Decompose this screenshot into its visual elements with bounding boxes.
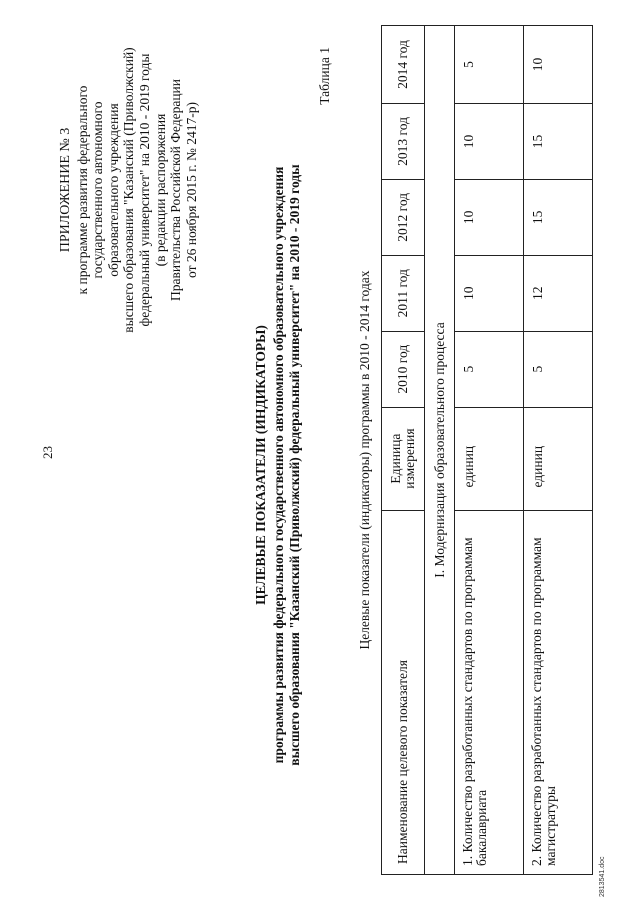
section-row bbox=[425, 26, 455, 875]
appendix-line: высшего образования "Казанский (Приволжский) bbox=[121, 47, 137, 333]
appendix-line: от 26 ноября 2015 г. № 2417-р) bbox=[183, 102, 199, 278]
indicator-name: 1. Количество разработанных стандартов по программам бакалавриата bbox=[455, 510, 524, 874]
appendix-line: (в редакции распоряжения bbox=[152, 113, 168, 267]
appendix-line: к программе развития федерального bbox=[74, 85, 90, 295]
indicator-name: 2. Количество разработанных стандартов по программам магистратуры bbox=[524, 510, 593, 874]
title-line-2: высшего образования "Казанский (Приволжский) федеральный университет" на 2010 - 2019 годы bbox=[286, 164, 302, 766]
indicator-value: 5 bbox=[524, 331, 593, 407]
appendix-line: государственного автономного bbox=[90, 101, 106, 279]
document-title bbox=[253, 105, 302, 825]
indicator-value: 15 bbox=[524, 179, 593, 255]
header-name: Наименование целевого показателя bbox=[382, 510, 425, 874]
header-unit: Единица измерения bbox=[382, 407, 425, 510]
indicator-value: 15 bbox=[524, 103, 593, 179]
indicator-value: 10 bbox=[455, 255, 524, 331]
table-caption: Целевые показатели (индикаторы) программы в 2010 - 2014 годах bbox=[357, 270, 372, 650]
table-row bbox=[455, 26, 524, 875]
file-code: 2813541.doc bbox=[599, 856, 606, 897]
appendix-block bbox=[58, 25, 199, 355]
indicators-table bbox=[381, 25, 593, 875]
indicator-value: 5 bbox=[455, 331, 524, 407]
title-line-1: программы развития федерального государственного автономного образовательного учреждения bbox=[270, 166, 286, 764]
indicator-value: 5 bbox=[455, 26, 524, 104]
header-year: 2012 год bbox=[382, 179, 425, 255]
indicator-value: 10 bbox=[455, 103, 524, 179]
header-year: 2010 год bbox=[382, 331, 425, 407]
indicator-value: 12 bbox=[524, 255, 593, 331]
indicator-unit: единиц bbox=[524, 407, 593, 510]
table-row bbox=[524, 26, 593, 875]
table-label: Таблица 1 bbox=[317, 47, 332, 105]
page-number: 23 bbox=[40, 446, 55, 459]
section-title: I. Модернизация образовательного процесса bbox=[425, 26, 455, 875]
header-year: 2013 год bbox=[382, 103, 425, 179]
appendix-line: Правительства Российской Федерации bbox=[168, 79, 184, 301]
header-year: 2014 год bbox=[382, 26, 425, 104]
appendix-line: федеральный университет" на 2010 - 2019 годы bbox=[136, 53, 152, 327]
title-main: ЦЕЛЕВЫЕ ПОКАЗАТЕЛИ (ИНДИКАТОРЫ) bbox=[253, 325, 268, 605]
appendix-line: образовательного учреждения bbox=[105, 103, 121, 277]
indicator-value: 10 bbox=[524, 26, 593, 104]
header-year: 2011 год bbox=[382, 255, 425, 331]
appendix-heading: ПРИЛОЖЕНИЕ № 3 bbox=[58, 127, 73, 253]
table-header-row bbox=[382, 26, 425, 875]
indicator-unit: единиц bbox=[455, 407, 524, 510]
indicator-value: 10 bbox=[455, 179, 524, 255]
